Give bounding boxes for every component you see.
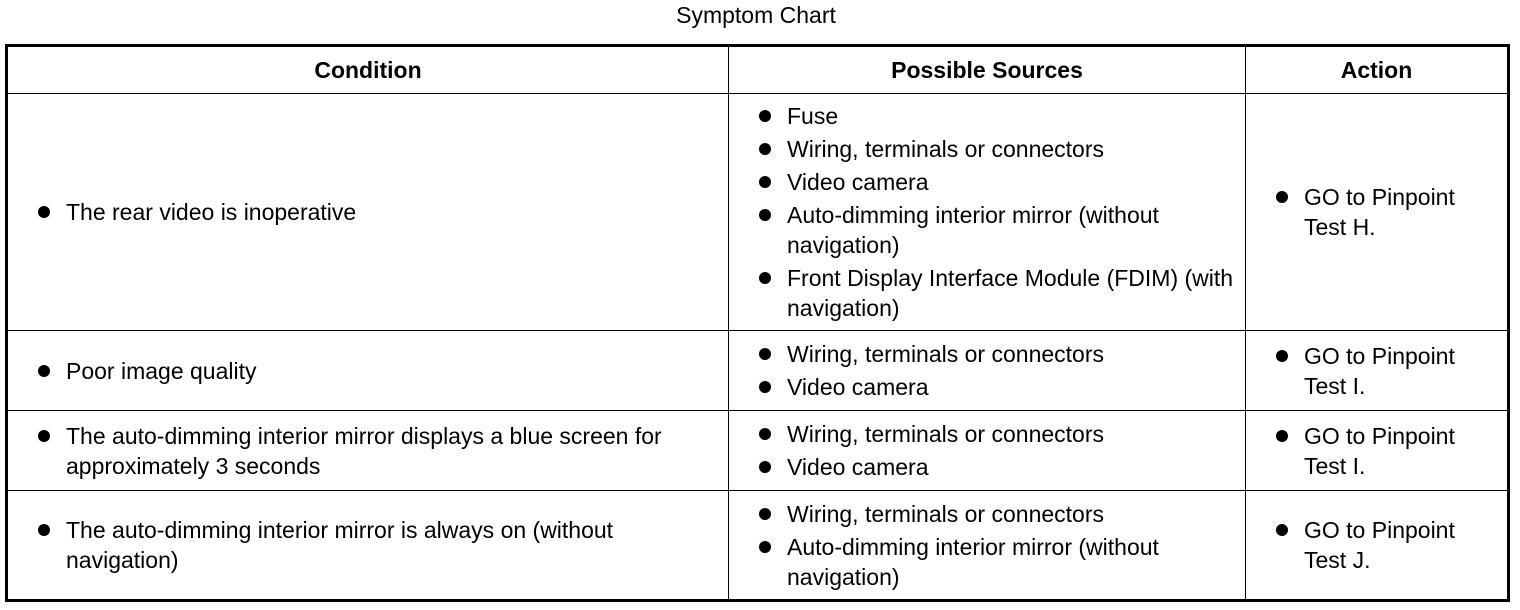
action-text: GO to Pinpoint Test I. — [1304, 422, 1455, 479]
condition-text: The auto-dimming interior mirror is always on (without navigation) — [66, 517, 614, 573]
bullet-icon — [759, 381, 771, 393]
table-row — [7, 94, 1509, 331]
action-item — [1276, 341, 1497, 401]
sources-cell — [729, 94, 1246, 331]
bullet-icon — [759, 209, 771, 221]
bullet-icon — [759, 176, 771, 188]
source-item — [759, 134, 1235, 164]
source-text: Wiring, terminals or connectors — [787, 500, 1104, 527]
bullet-icon — [759, 461, 771, 473]
action-cell — [1246, 411, 1509, 491]
condition-cell — [7, 491, 729, 601]
source-text: Fuse — [787, 103, 839, 129]
bullet-icon — [759, 143, 771, 155]
source-text: Front Display Interface Module (FDIM) (with navigation) — [787, 265, 1234, 321]
source-item — [759, 167, 1235, 197]
action-item — [1276, 421, 1497, 481]
source-text: Wiring, terminals or connectors — [787, 341, 1104, 367]
condition-cell — [7, 411, 729, 491]
action-cell — [1246, 94, 1509, 331]
action-text: GO to Pinpoint Test J. — [1304, 517, 1455, 573]
bullet-icon — [759, 348, 771, 360]
table-row — [7, 411, 1509, 491]
condition-cell — [7, 94, 729, 331]
action-item — [1276, 515, 1497, 575]
bullet-icon — [759, 541, 771, 553]
condition-item — [38, 356, 718, 386]
source-text: Wiring, terminals or connectors — [787, 136, 1104, 162]
source-item — [759, 372, 1235, 402]
source-item — [759, 339, 1235, 369]
header-condition: Condition — [7, 46, 729, 94]
table-row — [7, 491, 1509, 601]
chart-title: Symptom Chart — [676, 2, 836, 28]
action-cell — [1246, 491, 1509, 601]
sources-cell — [729, 331, 1246, 411]
bullet-icon — [38, 430, 50, 442]
condition-text: Poor image quality — [66, 357, 257, 384]
bullet-icon — [1276, 350, 1288, 362]
bullet-icon — [759, 272, 771, 284]
source-text: Auto-dimming interior mirror (without navigation) — [787, 533, 1159, 590]
bullet-icon — [1276, 430, 1288, 442]
bullet-icon — [38, 365, 50, 377]
bullet-icon — [38, 524, 50, 536]
action-text: GO to Pinpoint Test H. — [1304, 184, 1455, 240]
source-text: Video camera — [787, 454, 929, 480]
bullet-icon — [38, 206, 50, 218]
action-cell — [1246, 331, 1509, 411]
sources-cell — [729, 411, 1246, 491]
bullet-icon — [759, 428, 771, 440]
bullet-icon — [1276, 524, 1288, 536]
source-item — [759, 101, 1235, 131]
source-item — [759, 200, 1235, 260]
source-item — [759, 532, 1235, 592]
bullet-icon — [759, 508, 771, 520]
header-possible-sources: Possible Sources — [729, 46, 1246, 94]
source-item — [759, 499, 1235, 529]
condition-text: The rear video is inoperative — [66, 199, 357, 225]
action-text: GO to Pinpoint Test I. — [1304, 342, 1455, 399]
condition-cell — [7, 331, 729, 411]
source-item — [759, 452, 1235, 482]
condition-text: The auto-dimming interior mirror displays a blue screen for approximately 3 seconds — [66, 422, 662, 479]
condition-item — [38, 515, 718, 575]
source-text: Video camera — [787, 169, 929, 195]
source-text: Auto-dimming interior mirror (without navigation) — [787, 202, 1159, 258]
bullet-icon — [1276, 191, 1288, 203]
sources-cell — [729, 491, 1246, 601]
header-row — [7, 46, 1509, 94]
header-action: Action — [1246, 46, 1509, 94]
source-item — [759, 263, 1235, 323]
condition-item — [38, 421, 718, 481]
source-text: Wiring, terminals or connectors — [787, 421, 1104, 447]
table-row — [7, 331, 1509, 411]
source-item — [759, 419, 1235, 449]
action-item — [1276, 182, 1497, 242]
source-text: Video camera — [787, 374, 929, 400]
symptom-chart-table — [5, 44, 1510, 602]
bullet-icon — [759, 110, 771, 122]
condition-item — [38, 197, 718, 227]
